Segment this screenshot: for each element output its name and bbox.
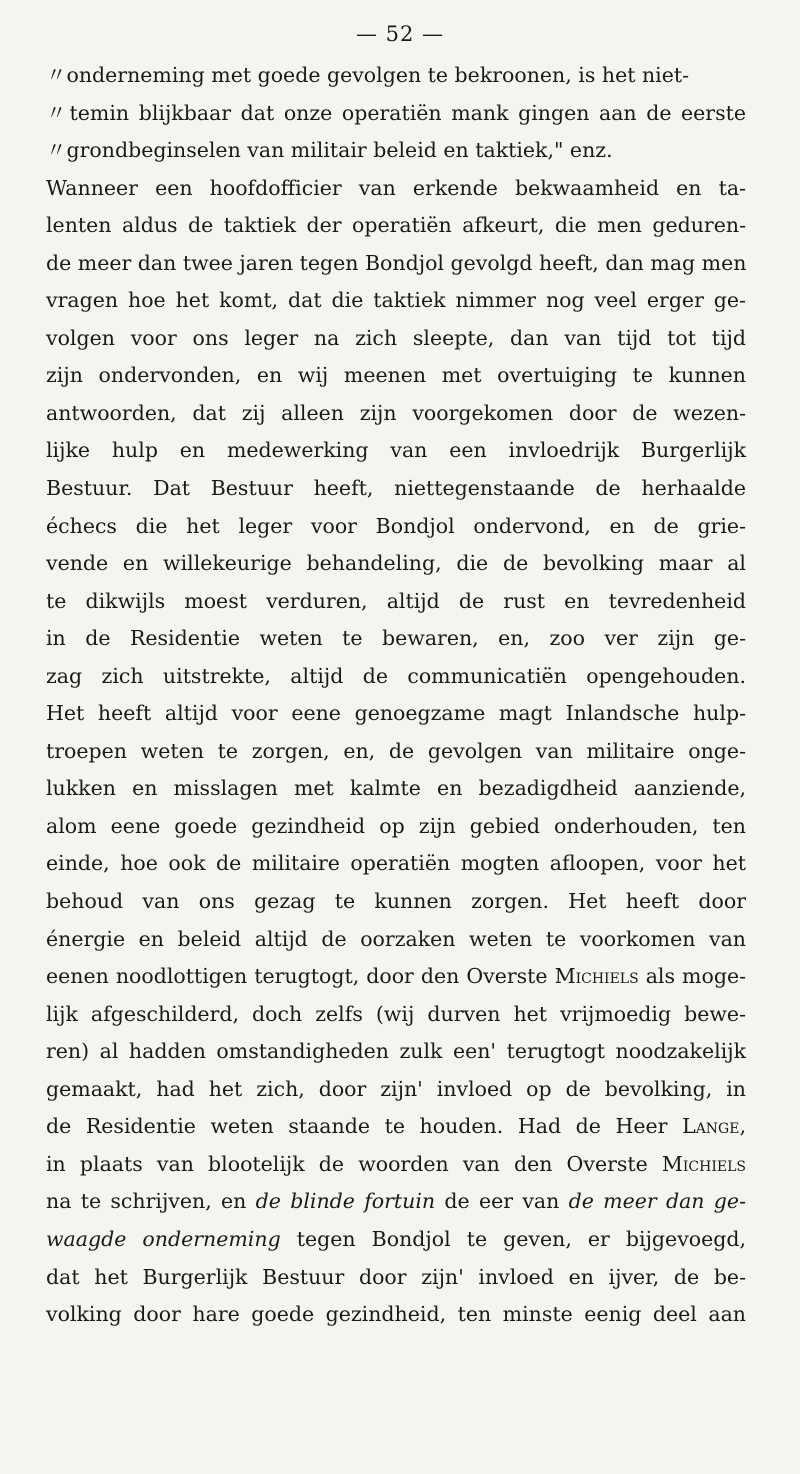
text-line: gemaakt, had het zich, door zijn' invloed op de bevolking, in	[46, 1076, 746, 1101]
text-line: 〃temin blijkbaar dat onze operatiën mank gingen aan de eerste	[46, 100, 746, 125]
text-line: troepen weten te zorgen, en, de gevolgen van militaire onge-	[46, 738, 746, 763]
text-line: Wanneer een hoofdofficier van erkende bekwaamheid en ta-	[46, 175, 746, 200]
text-line: dat het Burgerlijk Bestuur door zijn' invloed en ijver, de be-	[46, 1264, 746, 1289]
text-line: 〃grondbeginselen van militair beleid en taktiek," enz.	[46, 138, 613, 163]
text-line: te dikwijls moest verduren, altijd de rust en tevredenheid	[46, 588, 746, 613]
text-line: ren) al hadden omstandigheden zulk een' terugtogt noodzakelijk	[46, 1039, 746, 1064]
text-line: de Residentie weten staande te houden. Had de Heer Lange,	[46, 1114, 746, 1139]
text-line: in plaats van blootelijk de woorden van den Overste Michiels	[46, 1151, 746, 1176]
text-line: lenten aldus de taktiek der operatiën afkeurt, die men geduren-	[46, 213, 746, 238]
text-line: échecs die het leger voor Bondjol ondervond, en de grie-	[46, 513, 746, 538]
text-line: Bestuur. Dat Bestuur heeft, niettegenstaande de herhaalde	[46, 476, 746, 501]
text-line: behoud van ons gezag te kunnen zorgen. Het heeft door	[46, 889, 746, 914]
italic-phrase: de meer dan ge-	[568, 1189, 746, 1214]
text-line: vende en willekeurige behandeling, die de bevolking maar al	[46, 551, 746, 576]
text-line: énergie en beleid altijd de oorzaken weten te voorkomen van	[46, 926, 746, 951]
person-name: Michiels	[554, 964, 639, 989]
italic-phrase: waagde onderneming	[46, 1226, 281, 1251]
text-line: lukken en misslagen met kalmte en bezadigdheid aanziende,	[46, 776, 746, 801]
text-line: vragen hoe het komt, dat die taktiek nimmer nog veel erger ge-	[46, 288, 746, 313]
text-line: zag zich uitstrekte, altijd de communicatiën opengehouden.	[46, 663, 746, 688]
text-line: volking door hare goede gezindheid, ten minste eenig deel aan	[46, 1302, 746, 1327]
person-name: Lange	[682, 1114, 740, 1139]
text-line: in de Residentie weten te bewaren, en, zoo ver zijn ge-	[46, 626, 746, 651]
text-line: eenen noodlottigen terugtogt, door den Overste Michiels als moge-	[46, 964, 747, 989]
text-line: de meer dan twee jaren tegen Bondjol gevolgd heeft, dan mag men	[46, 250, 747, 275]
text-line: lijk afgeschilderd, doch zelfs (wij durven het vrijmoedig bewe-	[46, 1001, 746, 1026]
text-line: na te schrijven, en de blinde fortuin de eer van de meer dan ge-	[46, 1189, 746, 1214]
text-line: alom eene goede gezindheid op zijn gebied onderhouden, ten	[46, 813, 746, 838]
text-line: zijn ondervonden, en wij meenen met overtuiging te kunnen	[46, 363, 746, 388]
text-line: antwoorden, dat zij alleen zijn voorgekomen door de wezen-	[46, 400, 746, 425]
italic-phrase: de blinde fortuin	[255, 1189, 436, 1214]
text-line: einde, hoe ook de militaire operatiën mogten afloopen, voor het	[46, 851, 746, 876]
page-number: — 52 —	[355, 22, 445, 46]
person-name: Michiels	[661, 1151, 746, 1176]
body-text	[46, 57, 746, 1334]
text-line: lijke hulp en medewerking van een invloedrijk Burgerlijk	[46, 438, 746, 463]
text-line: Het heeft altijd voor eene genoegzame magt Inlandsche hulp-	[46, 701, 746, 726]
text-line: waagde onderneming tegen Bondjol te geven, er bijgevoegd,	[46, 1226, 747, 1251]
text-line: 〃onderneming met goede gevolgen te bekroonen, is het niet-	[46, 63, 690, 87]
text-line: volgen voor ons leger na zich sleepte, dan van tijd tot tijd	[46, 325, 746, 350]
